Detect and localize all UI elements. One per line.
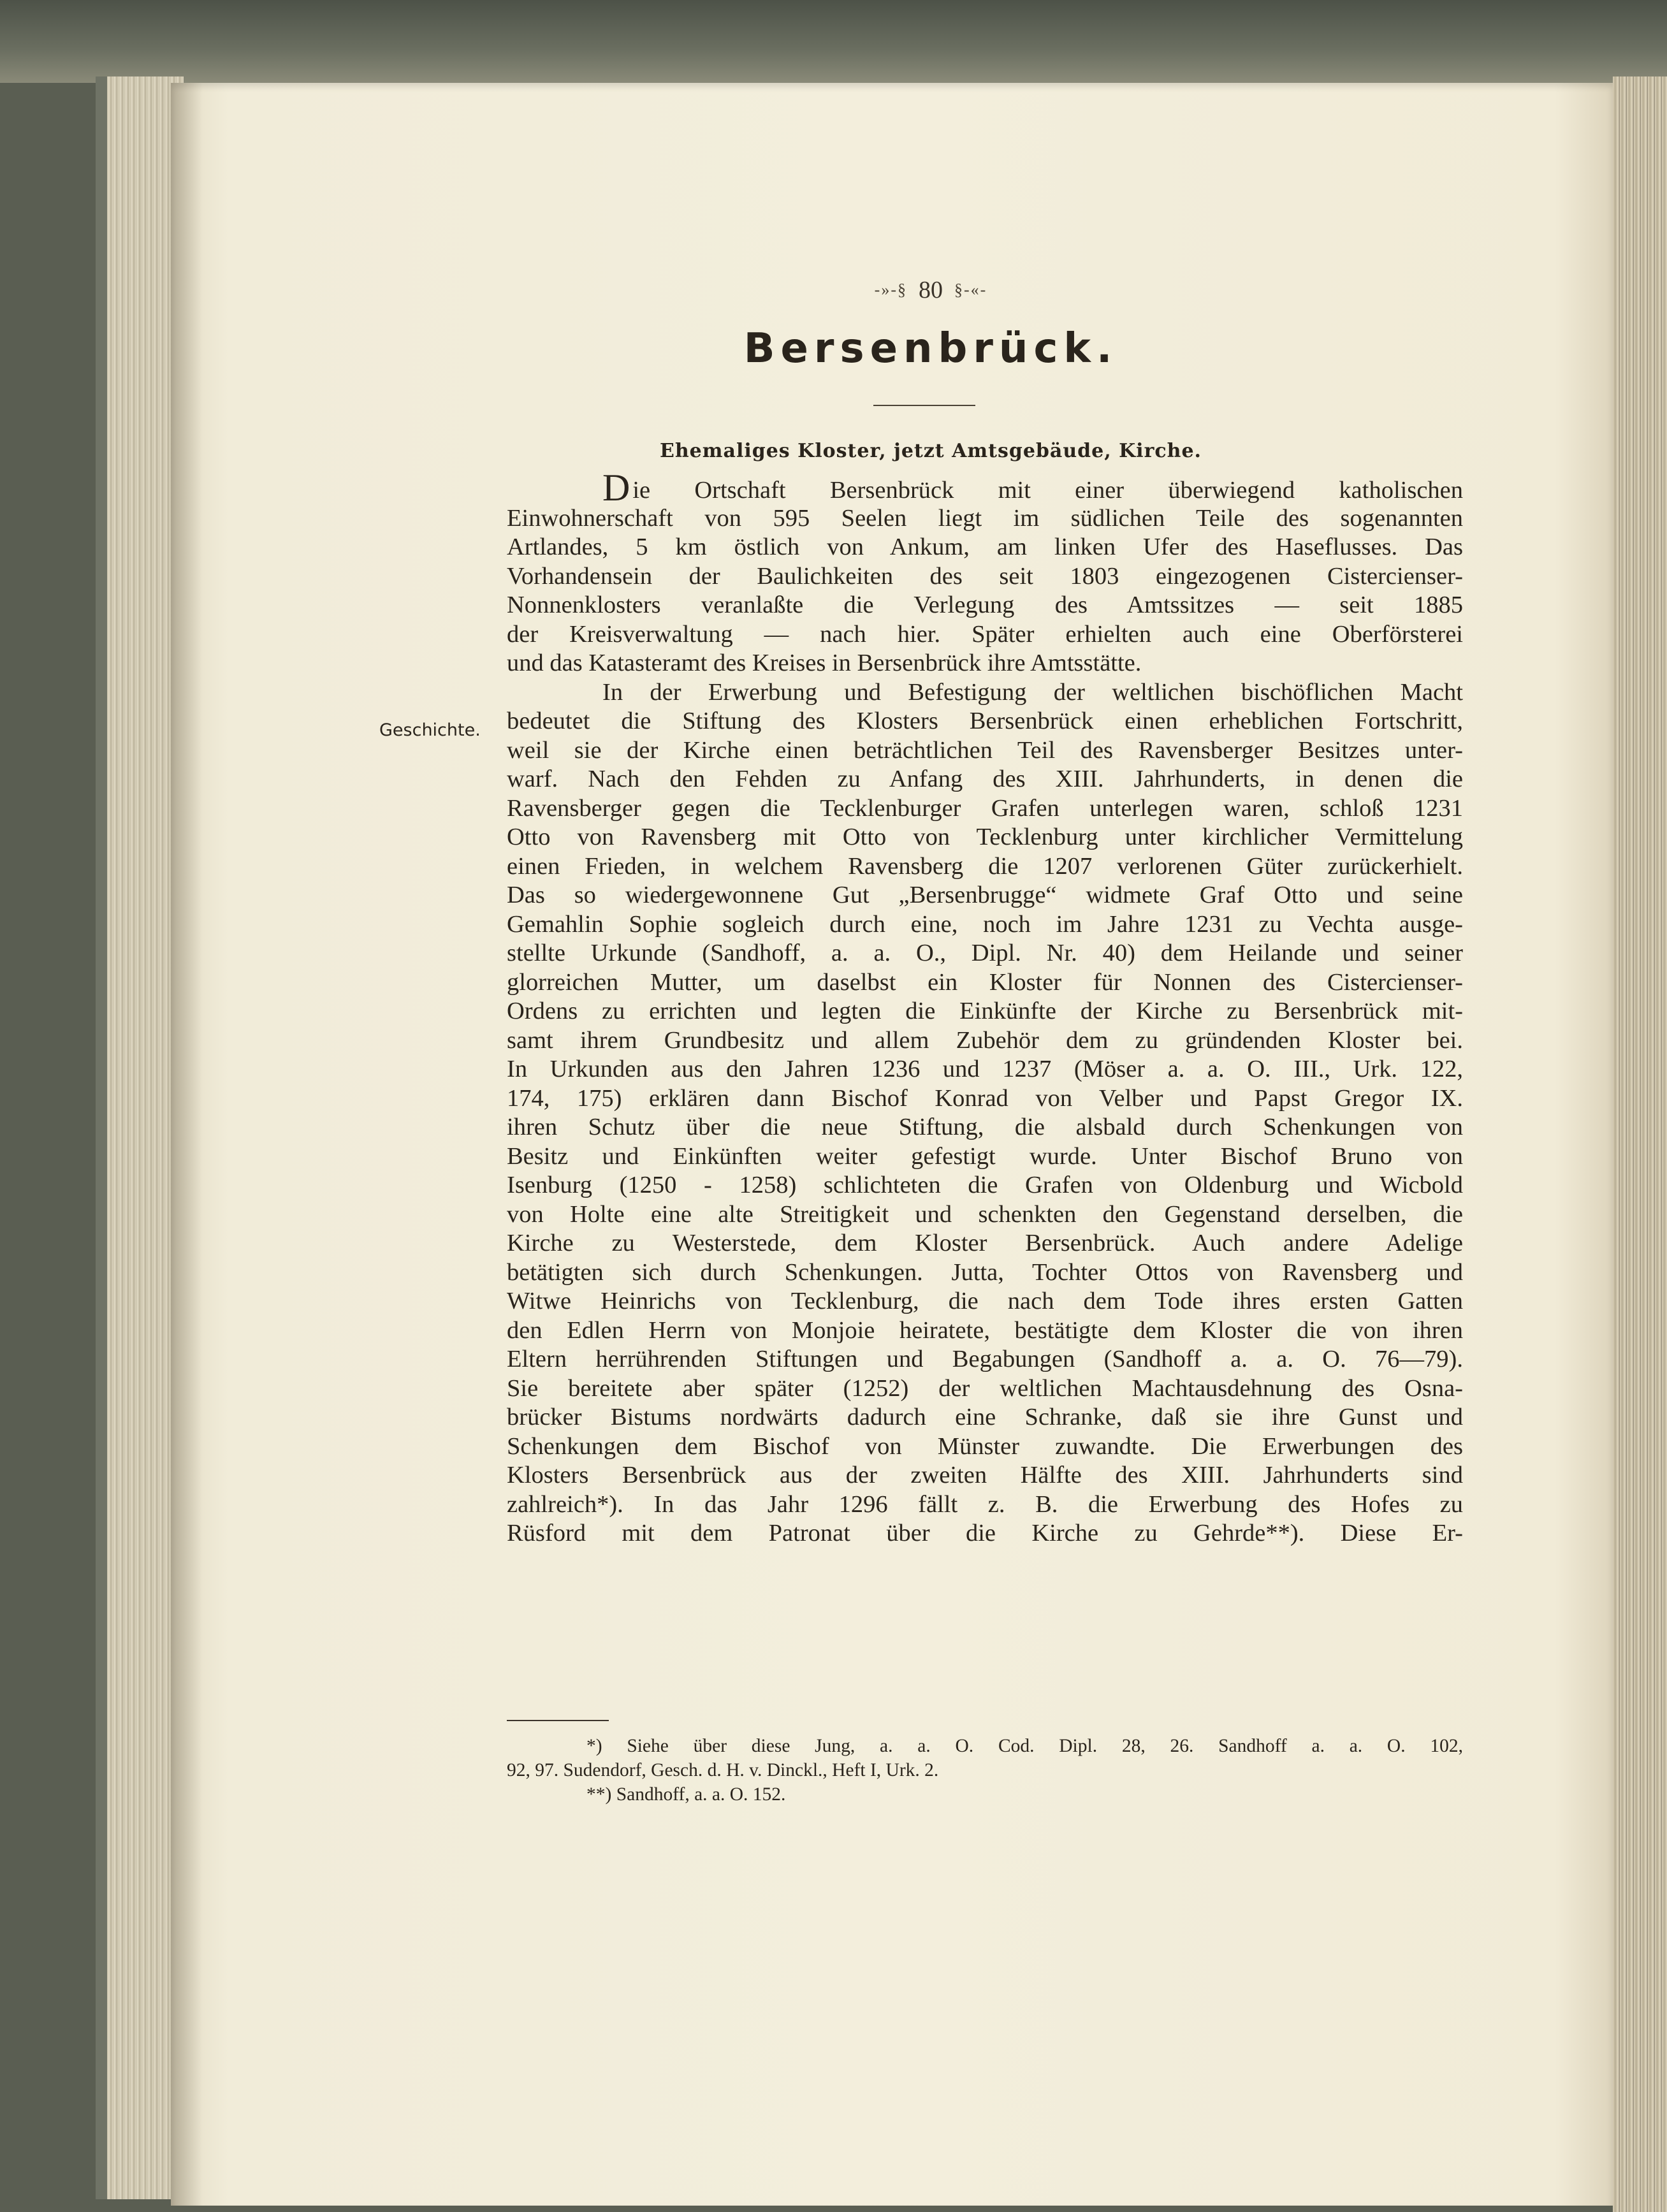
paragraph-line: Vorhandensein der Baulichkeiten des seit 1803 eingezogenen Cistercienser-: [507, 562, 1463, 590]
paragraph-line: weil sie der Kirche einen beträchtlichen Teil des Ravensberger Besitzes unter-: [507, 736, 1463, 764]
paragraph-line: den Edlen Herrn von Monjoie heiratete, bestätigte dem Kloster die von ihren: [507, 1316, 1463, 1344]
paragraph-line: Isenburg (1250 - 1258) schlichteten die Grafen von Oldenburg und Wicbold: [507, 1172, 1463, 1198]
paragraph-line: 174, 175) erklären dann Bischof Konrad von Velber und Papst Gregor IX.: [507, 1084, 1463, 1112]
gutter-shadow: [171, 83, 203, 2206]
paragraph-line: Witwe Heinrichs von Tecklenburg, die nach dem Tode ihres ersten Gatten: [507, 1288, 1463, 1314]
paragraph-line: In der Erwerbung und Befestigung der weltlichen bischöflichen Macht: [602, 678, 1463, 706]
paragraph-line: In Urkunden aus den Jahren 1236 und 1237 (Möser a. a. O. III., Urk. 122,: [507, 1056, 1463, 1082]
page-number: 80: [919, 277, 943, 303]
paragraph-line: Eltern herrührenden Stiftungen und Begabungen (Sandhoff a. a. O. 76—79).: [507, 1346, 1463, 1372]
paragraph-line: ihren Schutz über die neue Stiftung, die alsbald durch Schenkungen von: [507, 1114, 1463, 1140]
footnotes: [507, 1734, 1463, 1807]
paragraph-line: von Holte eine alte Streitigkeit und schenkten den Gegenstand derselben, die: [507, 1200, 1463, 1228]
scan-background: [0, 0, 1667, 83]
paragraph-line: Die Ortschaft Bersenbrück mit einer überwiegend katholischen: [602, 467, 1463, 509]
paragraph-line: betätigten sich durch Schenkungen. Jutta, Tochter Ottos von Ravensberg und: [507, 1258, 1463, 1286]
page-title: Bersenbrück.: [743, 325, 1118, 372]
paragraph-line: Klosters Bersenbrück aus der zweiten Hälfte des XIII. Jahrhunderts sind: [507, 1462, 1463, 1488]
paragraph-line: Ravensberger gegen die Tecklenburger Grafen unterlegen waren, schloß 1231: [507, 794, 1463, 822]
paragraph-line: brücker Bistums nordwärts dadurch eine Schranke, daß sie ihre Gunst und: [507, 1404, 1463, 1430]
paragraph-line: samt ihrem Grundbesitz und allem Zubehör dem zu gründenden Kloster bei.: [507, 1026, 1463, 1054]
book-page-edges-right: [1613, 76, 1667, 2212]
paragraph-line: Ordens zu errichten und legten die Einkünfte der Kirche zu Bersenbrück mit-: [507, 998, 1463, 1024]
title-divider: [873, 405, 975, 406]
paragraph-line: Besitz und Einkünften weiter gefestigt wurde. Unter Bischof Bruno von: [507, 1142, 1463, 1170]
header-ornament-right: §-«-: [954, 280, 987, 299]
paragraph-line: Einwohnerschaft von 595 Seelen liegt im südlichen Teile des sogenannten: [507, 504, 1463, 532]
paragraph-line: Otto von Ravensberg mit Otto von Tecklenburg unter kirchlicher Vermittelung: [507, 824, 1463, 850]
paragraph-line: stellte Urkunde (Sandhoff, a. a. O., Dipl. Nr. 40) dem Heilande und seiner: [507, 940, 1463, 966]
paragraph-line: Das so wiedergewonnene Gut „Bersenbrugge“ widmete Graf Otto und seine: [507, 882, 1463, 908]
paragraph-line: und das Katasteramt des Kreises in Bersenbrück ihre Amtsstätte.: [507, 650, 1142, 676]
paragraph-line: Artlandes, 5 km östlich von Ankum, am linken Ufer des Haseflusses. Das: [507, 534, 1463, 560]
paragraph-line: Kirche zu Westerstede, dem Kloster Bersenbrück. Auch andere Adelige: [507, 1230, 1463, 1256]
paragraph-line: Gemahlin Sophie sogleich durch eine, noch im Jahre 1231 zu Vechta ausge-: [507, 910, 1463, 938]
footnote-line: *) Siehe über diese Jung, a. a. O. Cod. Dipl. 28, 26. Sandhoff a. a. O. 102,: [586, 1736, 1463, 1756]
paragraph-line: glorreichen Mutter, um daselbst ein Kloster für Nonnen des Cistercienser-: [507, 968, 1463, 996]
page-header: [765, 271, 1096, 309]
paragraph-line: Nonnenklosters veranlaßte die Verlegung des Amtssitzes — seit 1885: [507, 592, 1463, 618]
body-text: [507, 467, 1463, 1548]
paragraph-line: zahlreich*). In das Jahr 1296 fällt z. B. die Erwerbung des Hofes zu: [507, 1490, 1463, 1518]
paragraph-line: bedeutet die Stiftung des Klosters Bersenbrück einen erheblichen Fortschritt,: [507, 708, 1463, 734]
paragraph-line: einen Frieden, in welchem Ravensberg die 1207 verlorenen Güter zurückerhielt.: [507, 852, 1463, 880]
paragraph-line: Rüsford mit dem Patronat über die Kirche zu Gehrde**). Diese Er-: [507, 1520, 1463, 1546]
header-ornament-left: -»-§: [874, 280, 907, 299]
footnote-line: 92, 97. Sudendorf, Gesch. d. H. v. Dinckl., Heft I, Urk. 2.: [507, 1760, 939, 1780]
paragraph-line: der Kreisverwaltung — nach hier. Später erhielten auch eine Oberförsterei: [507, 620, 1463, 648]
margin-note: Geschichte.: [379, 720, 481, 740]
paragraph-line: Sie bereitete aber später (1252) der weltlichen Machtausdehnung des Osna-: [507, 1374, 1463, 1402]
drop-cap: D: [602, 467, 630, 509]
footnote-line: **) Sandhoff, a. a. O. 152.: [586, 1784, 786, 1805]
section-subtitle: Ehemaliges Kloster, jetzt Amtsgebäude, Kirche.: [660, 440, 1202, 462]
paragraph-line: Schenkungen dem Bischof von Münster zuwandte. Die Erwerbungen des: [507, 1432, 1463, 1460]
paragraph-line: warf. Nach den Fehden zu Anfang des XIII. Jahrhunderts, in denen die: [507, 766, 1463, 792]
footnote-divider: [507, 1720, 609, 1721]
